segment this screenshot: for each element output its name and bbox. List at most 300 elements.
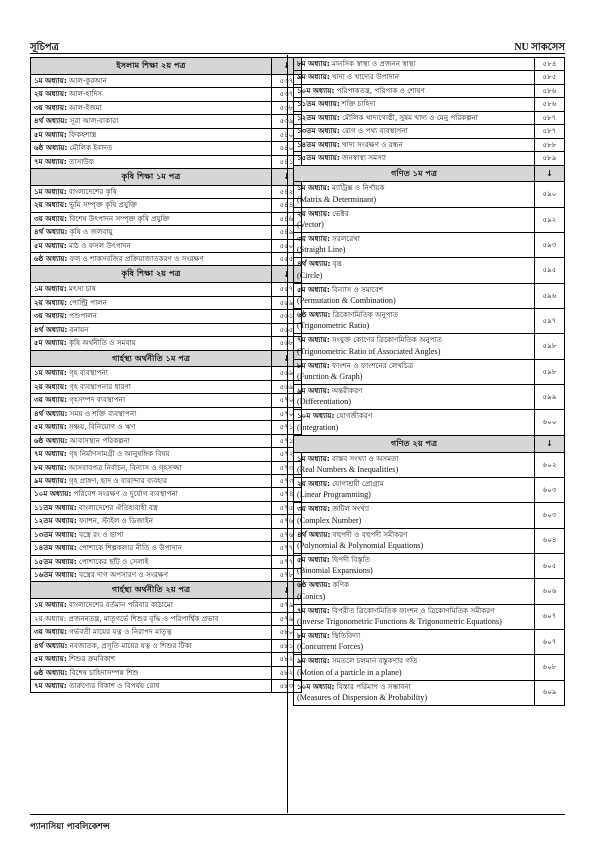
toc-entry bbox=[294, 503, 535, 528]
toc-entry bbox=[294, 283, 535, 308]
toc-row bbox=[31, 367, 302, 380]
toc-entry bbox=[31, 653, 272, 666]
toc-entry bbox=[31, 626, 272, 639]
section-header bbox=[294, 165, 565, 182]
chapter-number: ৪র্থ অধ্যায়: bbox=[34, 324, 68, 334]
page-number: ৫৭০ bbox=[272, 407, 302, 420]
chapter-number: ৫ম অধ্যায়: bbox=[34, 338, 67, 348]
page-number: ৫৮৭ bbox=[535, 111, 565, 124]
toc-row bbox=[294, 98, 565, 111]
chapter-number: ১ম অধ্যায়: bbox=[34, 368, 67, 378]
section-header bbox=[31, 266, 302, 283]
chapter-number: ৪র্থ অধ্যায়: bbox=[34, 408, 68, 418]
page-number: ৫৫৫ bbox=[272, 253, 302, 266]
chapter-number: ৪র্থ অধ্যায়: bbox=[297, 259, 331, 269]
page-number: ৫৬৯ bbox=[272, 380, 302, 393]
toc-entry bbox=[294, 125, 535, 138]
page-number: ৫৪৯ bbox=[272, 226, 302, 239]
toc-row bbox=[31, 253, 302, 266]
chapter-title: তারুণ্যের বিকাশ ও বিপর্যয় রোধ bbox=[69, 680, 160, 690]
toc-row bbox=[31, 239, 302, 252]
toc-row bbox=[31, 666, 302, 679]
chapter-title: কৃষি অর্থনীতি ও সমবায় bbox=[68, 338, 136, 348]
toc-entry bbox=[294, 309, 535, 334]
toc-entry bbox=[31, 185, 272, 198]
page-number: ৫৭১ bbox=[272, 434, 302, 447]
toc-row bbox=[294, 385, 565, 410]
page-number: ৫৮১ bbox=[272, 639, 302, 652]
toc-entry bbox=[294, 579, 535, 604]
toc-row bbox=[31, 101, 302, 114]
chapter-number: ৯ম অধ্যায়: bbox=[297, 656, 330, 666]
chapter-title: ফিকহশাস্ত্র bbox=[68, 129, 97, 139]
toc-entry bbox=[294, 71, 535, 84]
page-number: ৫৮৫ bbox=[535, 71, 565, 84]
toc-row bbox=[31, 296, 302, 309]
chapter-number: ৬ষ্ঠ অধ্যায়: bbox=[297, 310, 331, 320]
chapter-number: ৪র্থ অধ্যায়: bbox=[34, 116, 68, 126]
page-number: ৫৫৯ bbox=[272, 296, 302, 309]
page-number: ৫৬৫ bbox=[272, 323, 302, 336]
chapter-number: ৯ম অধ্যায়: bbox=[297, 386, 330, 396]
chapter-title-english: (Conics) bbox=[297, 591, 326, 601]
chapter-title: ভেক্টর bbox=[332, 208, 349, 218]
toc-entry bbox=[31, 542, 272, 555]
toc-entry bbox=[31, 515, 272, 528]
chapter-number: ৩য় অধ্যায়: bbox=[34, 395, 67, 405]
chapter-number: ১২তম অধ্যায়: bbox=[34, 516, 77, 526]
chapter-number: ৩য় অধ্যায়: bbox=[34, 213, 67, 223]
toc-row bbox=[294, 152, 565, 165]
toc-row bbox=[294, 680, 565, 705]
chapter-title: পরিবেশ সংরক্ষণ ও দুর্যোগ ব্যবস্থাপনা bbox=[73, 489, 178, 499]
toc-row bbox=[31, 612, 302, 625]
chapter-title-english: (Measures of Dispersion & Probability) bbox=[297, 692, 428, 702]
chapter-title: জনস্বাস্থ্য সমস্যা bbox=[342, 153, 387, 163]
chapter-number: ৩য় অধ্যায়: bbox=[297, 234, 330, 244]
toc-row bbox=[294, 283, 565, 308]
chapter-title: গৃহ ব্যবস্থাপনার ধারণা bbox=[69, 381, 131, 391]
chapter-title: বাংলাদেশের কৃষি bbox=[68, 186, 117, 196]
toc-row bbox=[31, 185, 302, 198]
chapter-title: পশুপালন bbox=[69, 311, 97, 321]
toc-row bbox=[294, 58, 565, 71]
toc-entry bbox=[294, 233, 535, 258]
toc-entry bbox=[294, 58, 535, 71]
toc-row bbox=[294, 309, 565, 334]
section-header bbox=[31, 58, 302, 75]
chapter-title: বৃত্ত bbox=[332, 259, 342, 269]
page-number: ৫৪৬ bbox=[272, 212, 302, 225]
chapter-number: ১২তম অধ্যায়: bbox=[297, 112, 340, 122]
header-rule bbox=[30, 53, 565, 54]
chapter-title: গৃহ প্রাঙ্গণ, ছাদ ও বারান্দার ব্যবহার bbox=[68, 475, 168, 485]
toc-row bbox=[31, 337, 302, 350]
toc-table-left bbox=[30, 57, 302, 693]
page-number: ৫৫০ bbox=[272, 239, 302, 252]
section-header bbox=[31, 168, 302, 185]
toc-row bbox=[294, 359, 565, 384]
chapter-title: বিপরীত ত্রিকোণমিতিক ফাংশন ও ত্রিকোণমিতিক সমীকরণ bbox=[332, 605, 495, 615]
toc-row bbox=[294, 553, 565, 578]
toc-row bbox=[294, 629, 565, 654]
chapter-number: ৮ম অধ্যায়: bbox=[34, 462, 67, 472]
chapter-title-english: (Function & Graph) bbox=[297, 372, 363, 382]
chapter-title: ভূমি সম্পৃক্ত কৃষি প্রযুক্তি bbox=[69, 200, 138, 210]
chapter-title-english: (Motion of a particle in a plane) bbox=[297, 667, 402, 677]
toc-entry bbox=[31, 199, 272, 212]
chapter-title: ফ্যাশন, স্টাইল ও ডিজাইন bbox=[79, 516, 154, 526]
toc-entry bbox=[31, 212, 272, 225]
toc-row bbox=[31, 653, 302, 666]
section-title: গার্হস্থ্য অর্থনীতি ২য় পত্র bbox=[31, 582, 272, 599]
toc-entry bbox=[31, 323, 272, 336]
chapter-title: পোল্ট্রি পালন bbox=[69, 297, 107, 307]
chapter-title: মাঠ ও ফসল উৎপাদন bbox=[68, 240, 131, 250]
toc-entry bbox=[31, 612, 272, 625]
toc-row bbox=[294, 452, 565, 477]
page-number: ৫৯৬ bbox=[535, 283, 565, 308]
page-number: ৫৯৭ bbox=[535, 309, 565, 334]
toc-entry bbox=[31, 226, 272, 239]
chapter-number: ৯ম অধ্যায়: bbox=[34, 475, 67, 485]
toc-row bbox=[31, 569, 302, 582]
chapter-title: পরিপাকতন্ত্র, পরিপাক ও শোষণ bbox=[336, 85, 425, 95]
toc-entry bbox=[294, 182, 535, 207]
chapter-number: ২য় অধ্যায়: bbox=[297, 208, 330, 218]
page-number: ৫৮৮ bbox=[535, 138, 565, 151]
page-number: ৫৫৭ bbox=[272, 283, 302, 296]
chapter-number: ৬ষ্ঠ অধ্যায়: bbox=[297, 580, 331, 590]
chapter-title: খাদ্য সংরক্ষণ ও রন্ধন bbox=[342, 139, 403, 149]
chapter-title: গৃহ ব্যবস্থাপনা bbox=[68, 368, 108, 378]
page-number: ৫৩৯ bbox=[272, 115, 302, 128]
chapter-number: ২য় অধ্যায়: bbox=[34, 381, 67, 391]
page-number: ৫৮৪ bbox=[535, 58, 565, 71]
toc-entry bbox=[294, 680, 535, 705]
header-title: সূচিপত্র bbox=[30, 42, 59, 53]
toc-entry bbox=[31, 679, 272, 692]
toc-row bbox=[31, 421, 302, 434]
toc-entry bbox=[294, 410, 535, 435]
page-number: ৫৭৪ bbox=[272, 488, 302, 501]
down-arrow-icon: ↓ bbox=[535, 435, 565, 452]
toc-row bbox=[294, 604, 565, 629]
chapter-title-english: (Matrix & Determinant) bbox=[297, 194, 377, 204]
chapter-number: ১৫তম অধ্যায়: bbox=[34, 556, 77, 566]
chapter-title: মৌলিক খাদ্যগোষ্ঠী, সুষম খাদ্য ও মেনু পরিকল্পনা bbox=[342, 112, 478, 122]
chapter-number: ২য় অধ্যায়: bbox=[297, 478, 330, 488]
chapter-title: সরলরেখা bbox=[332, 234, 360, 244]
page-number: ৫৯৩ bbox=[535, 233, 565, 258]
chapter-number: ১৬তম অধ্যায়: bbox=[34, 570, 77, 579]
chapter-title: রোগ ও পথ্য ব্যবস্থাপনা bbox=[342, 126, 408, 136]
page-number: ৫৪০ bbox=[272, 142, 302, 155]
page-number: ৫৩৭ bbox=[272, 88, 302, 101]
chapter-number: ১৩তম অধ্যায়: bbox=[297, 126, 340, 136]
toc-row bbox=[31, 626, 302, 639]
toc-entry bbox=[31, 337, 272, 350]
toc-row bbox=[31, 434, 302, 447]
toc-row bbox=[294, 477, 565, 502]
chapter-number: ৫ম অধ্যায়: bbox=[34, 654, 67, 664]
chapter-title: কণিক bbox=[332, 580, 350, 590]
toc-row bbox=[31, 212, 302, 225]
chapter-title: সংযুক্ত কোণের ত্রিকোণমিতিক অনুপাত bbox=[332, 335, 443, 345]
chapter-number: ৬ষ্ঠ অধ্যায়: bbox=[34, 435, 68, 445]
toc-row bbox=[31, 394, 302, 407]
down-arrow-icon: ↓ bbox=[272, 582, 302, 599]
chapter-title: শিশুর ক্রমবিকাশ bbox=[68, 654, 116, 664]
chapter-number: ৭ম অধ্যায়: bbox=[297, 605, 330, 615]
toc-entry bbox=[31, 367, 272, 380]
page-number: ৫৯০ bbox=[535, 182, 565, 207]
chapter-title: বাস্তব সংখ্যা ও অসমতা bbox=[331, 453, 399, 463]
toc-entry bbox=[31, 421, 272, 434]
chapter-title: মৎস্য চাষ bbox=[68, 284, 96, 294]
toc-entry bbox=[294, 528, 535, 553]
page-number: ৬০৪ bbox=[535, 528, 565, 553]
toc-row bbox=[31, 310, 302, 323]
chapter-title-english: (Complex Number) bbox=[297, 515, 362, 525]
chapter-title-english: (Trigonometric Ratio of Associated Angles) bbox=[297, 346, 441, 356]
section-title: ইসলাম শিক্ষা ২য় পত্র bbox=[31, 58, 272, 75]
toc-row bbox=[294, 111, 565, 124]
chapter-title: বাংলাদেশের বর্তমান পরিবার কাঠামো bbox=[68, 600, 173, 610]
page-number: ৫৭৬ bbox=[272, 515, 302, 528]
page-number: ৫৬১ bbox=[272, 310, 302, 323]
toc-entry bbox=[31, 296, 272, 309]
page-number: ৫৪২ bbox=[272, 185, 302, 198]
chapter-number: ১৪তম অধ্যায়: bbox=[297, 139, 340, 149]
toc-entry bbox=[31, 474, 272, 487]
chapter-number: ৩য় অধ্যায়: bbox=[34, 311, 67, 321]
toc-row bbox=[31, 283, 302, 296]
toc-entry bbox=[294, 111, 535, 124]
down-arrow-icon: ↓ bbox=[272, 58, 302, 75]
chapter-title-english: (Differentiation) bbox=[297, 397, 351, 407]
chapter-title: ম্যাট্রিক্স ও নির্ণায়ক bbox=[331, 183, 385, 193]
toc-row bbox=[31, 407, 302, 420]
chapter-number: ১১তম অধ্যায়: bbox=[297, 99, 340, 109]
chapter-title: সমতলে চলমান বস্তুকণার গতি bbox=[331, 656, 418, 666]
toc-row bbox=[294, 125, 565, 138]
chapter-number: ৬ষ্ঠ অধ্যায়: bbox=[34, 667, 68, 677]
toc-entry bbox=[31, 283, 272, 296]
page-number: ৫৪১ bbox=[272, 155, 302, 168]
chapter-number: ১ম অধ্যায়: bbox=[34, 600, 67, 610]
down-arrow-icon: ↓ bbox=[272, 350, 302, 367]
toc-row bbox=[294, 528, 565, 553]
chapter-title: খাদ্য ও খাদ্যের উপাদান bbox=[331, 72, 400, 82]
page-number: ৬০০ bbox=[535, 410, 565, 435]
chapter-title: বাংলাদেশের ঐতিহ্যবাহী বস্ত্র bbox=[79, 502, 158, 512]
chapter-number: ৮ম অধ্যায়: bbox=[297, 360, 330, 370]
toc-row bbox=[31, 515, 302, 528]
page-number: ৬০৫ bbox=[535, 553, 565, 578]
page-number: ৫৯২ bbox=[535, 207, 565, 232]
toc-row bbox=[31, 88, 302, 101]
page-number: ৫৮৯ bbox=[535, 152, 565, 165]
chapter-number: ৫ম অধ্যায়: bbox=[34, 422, 67, 432]
down-arrow-icon: ↓ bbox=[272, 168, 302, 185]
page-number: ৫৮৩ bbox=[272, 679, 302, 692]
chapter-title-english: (Straight Line) bbox=[297, 245, 346, 255]
chapter-title: দ্বিপদী বিস্তৃতি bbox=[331, 554, 370, 564]
toc-entry bbox=[31, 448, 272, 461]
chapter-number: ১ম অধ্যায়: bbox=[297, 183, 330, 193]
chapter-number: ১৪তম অধ্যায়: bbox=[34, 543, 77, 553]
toc-entry bbox=[31, 380, 272, 393]
toc-entry bbox=[294, 98, 535, 111]
toc-row bbox=[294, 71, 565, 84]
publisher-name: প্যানাসিয়া পাবলিকেশন্স bbox=[30, 822, 110, 832]
section-header bbox=[31, 582, 302, 599]
toc-row bbox=[31, 226, 302, 239]
chapter-title: মানসিক স্বাস্থ্য ও প্রজনন স্বাস্থ্য bbox=[331, 59, 416, 68]
toc-entry bbox=[31, 639, 272, 652]
toc-entry bbox=[31, 155, 272, 168]
toc-entry bbox=[294, 258, 535, 283]
toc-entry bbox=[31, 394, 272, 407]
toc-entry bbox=[31, 253, 272, 266]
chapter-title: ত্রিকোণমিতিক অনুপাত bbox=[332, 310, 399, 320]
toc-row bbox=[294, 233, 565, 258]
page-number: ৫৭২ bbox=[272, 448, 302, 461]
chapter-number: ২য় অধ্যায়: bbox=[34, 89, 67, 99]
column-divider bbox=[287, 55, 288, 813]
down-arrow-icon: ↓ bbox=[272, 266, 302, 283]
chapter-number: ৮ম অধ্যায়: bbox=[297, 630, 330, 640]
chapter-title-english: (Vector) bbox=[297, 220, 324, 230]
toc-row bbox=[31, 128, 302, 141]
page-number: ৫৭৮ bbox=[272, 569, 302, 582]
page-number: ৫৭৯ bbox=[272, 599, 302, 612]
chapter-title-english: (Circle) bbox=[297, 270, 323, 280]
chapter-number: ১৩তম অধ্যায়: bbox=[34, 529, 77, 539]
toc-row bbox=[31, 199, 302, 212]
page-number: ৫৮৬ bbox=[535, 84, 565, 97]
toc-row bbox=[294, 334, 565, 359]
chapter-title-english: (Binomial Expansions) bbox=[297, 566, 373, 576]
toc-entry bbox=[294, 138, 535, 151]
chapter-title: মৌলিক ইবাদত bbox=[69, 143, 113, 153]
chapter-title-english: (Concurrent Forces) bbox=[297, 642, 364, 652]
toc-entry bbox=[31, 142, 272, 155]
chapter-title: সঞ্চয়, বিনিয়োগ ও ঋণ bbox=[68, 422, 136, 432]
page-number: ৫৮৬ bbox=[535, 98, 565, 111]
chapter-title: গৃহ নির্মাণসামগ্রী ও আনুষঙ্গিক বিষয় bbox=[69, 449, 170, 459]
chapter-number: ৭ম অধ্যায়: bbox=[34, 680, 67, 690]
page-number: ৫৮৭ bbox=[535, 125, 565, 138]
toc-entry bbox=[294, 629, 535, 654]
toc-entry bbox=[294, 152, 535, 165]
page-number: ৬০৬ bbox=[535, 579, 565, 604]
toc-row bbox=[31, 599, 302, 612]
chapter-number: ১৫তম অধ্যায়: bbox=[297, 153, 340, 163]
page-number: ৫৮২ bbox=[272, 653, 302, 666]
page-number: ৫৭৩ bbox=[272, 474, 302, 487]
section-title: কৃষি শিক্ষা ২য় পত্র bbox=[31, 266, 272, 283]
page-number: ৫৭৩ bbox=[272, 461, 302, 474]
toc-row bbox=[31, 142, 302, 155]
chapter-title: সময় ও শক্তি ব্যবস্থাপনা bbox=[69, 408, 137, 418]
chapter-title: বিন্যাস ও সমাবেশ bbox=[331, 284, 384, 294]
footer-rule bbox=[30, 814, 565, 815]
toc-entry bbox=[294, 207, 535, 232]
toc-entry bbox=[294, 385, 535, 410]
page-number: ৬০৭ bbox=[535, 629, 565, 654]
chapter-number: ২য় অধ্যায়: bbox=[34, 200, 67, 210]
chapter-title: কৃষি ও জলবায়ু bbox=[69, 227, 113, 237]
toc-row bbox=[294, 655, 565, 680]
toc-row bbox=[31, 74, 302, 87]
chapter-title: বনায়ন bbox=[69, 324, 89, 334]
header-brand: NU সাকসেস bbox=[514, 42, 565, 53]
chapter-number: ২য় অধ্যায়: bbox=[34, 613, 67, 623]
chapter-title: তাসাউফ bbox=[69, 156, 95, 166]
chapter-title: সূরা আল-বাকারা bbox=[69, 116, 119, 126]
toc-entry bbox=[31, 115, 272, 128]
chapter-number: ৫ম অধ্যায়: bbox=[34, 129, 67, 139]
section-header bbox=[294, 435, 565, 452]
toc-entry bbox=[31, 666, 272, 679]
chapter-title: জটিল সংখ্যা bbox=[332, 504, 370, 514]
toc-row bbox=[31, 323, 302, 336]
toc-entry bbox=[31, 74, 272, 87]
toc-entry bbox=[31, 310, 272, 323]
chapter-number: ৮ম অধ্যায়: bbox=[297, 59, 330, 68]
toc-entry bbox=[31, 555, 272, 568]
toc-row bbox=[31, 115, 302, 128]
left-column bbox=[30, 57, 302, 693]
chapter-number: ৪র্থ অধ্যায়: bbox=[34, 227, 68, 237]
page-number: ৫৭৬ bbox=[272, 528, 302, 541]
toc-row bbox=[31, 639, 302, 652]
toc-row bbox=[31, 542, 302, 555]
page-number: ৫৯৫ bbox=[535, 258, 565, 283]
toc-row bbox=[31, 380, 302, 393]
toc-row bbox=[31, 555, 302, 568]
chapter-number: ৪র্থ অধ্যায়: bbox=[34, 640, 68, 650]
toc-row bbox=[31, 474, 302, 487]
chapter-title: বিস্তার পরিমাপ ও সম্ভাবনা bbox=[336, 681, 411, 691]
toc-entry bbox=[31, 461, 272, 474]
toc-entry bbox=[294, 84, 535, 97]
chapter-number: ১০ম অধ্যায়: bbox=[297, 85, 335, 95]
chapter-title: ফাংশন ও ফাংশনের লেখচিত্র bbox=[331, 360, 414, 370]
chapter-title: আল-হাদিস bbox=[69, 89, 103, 99]
chapter-title-english: (Real Numbers & Inequalities) bbox=[297, 465, 399, 474]
page-number: ৫৬৮ bbox=[272, 337, 302, 350]
chapter-number: ৫ম অধ্যায়: bbox=[297, 554, 330, 564]
chapter-title: অন্তরীকরণ bbox=[331, 386, 363, 396]
chapter-title: নবজাতক, প্রসূতি মায়ের যত্ন ও শিশুর টিকা bbox=[69, 640, 192, 650]
chapter-title: আল-কুরআন bbox=[68, 75, 107, 85]
page-number: ৫৭১ bbox=[272, 421, 302, 434]
chapter-title: আসবাবপত্র নির্বাচন, বিন্যাস ও গৃহসজ্জা bbox=[68, 462, 182, 472]
chapter-number: ৯ম অধ্যায়: bbox=[297, 72, 330, 82]
chapter-title-english: (Trigonometric Ratio) bbox=[297, 321, 370, 331]
page-number: ৬০২ bbox=[535, 452, 565, 477]
chapter-title: বহুপদী ও বহুপদী সমীকরণ bbox=[332, 529, 408, 539]
chapter-number: ৫ম অধ্যায়: bbox=[297, 284, 330, 294]
chapter-number: ৩য় অধ্যায়: bbox=[34, 102, 67, 112]
page-number: ৫৪০ bbox=[272, 128, 302, 141]
page-number: ৫৩৭ bbox=[272, 74, 302, 87]
chapter-title: বিশেষ উৎপাদন সম্পৃক্ত কৃষি প্রযুক্তি bbox=[69, 213, 170, 223]
toc-entry bbox=[294, 452, 535, 477]
